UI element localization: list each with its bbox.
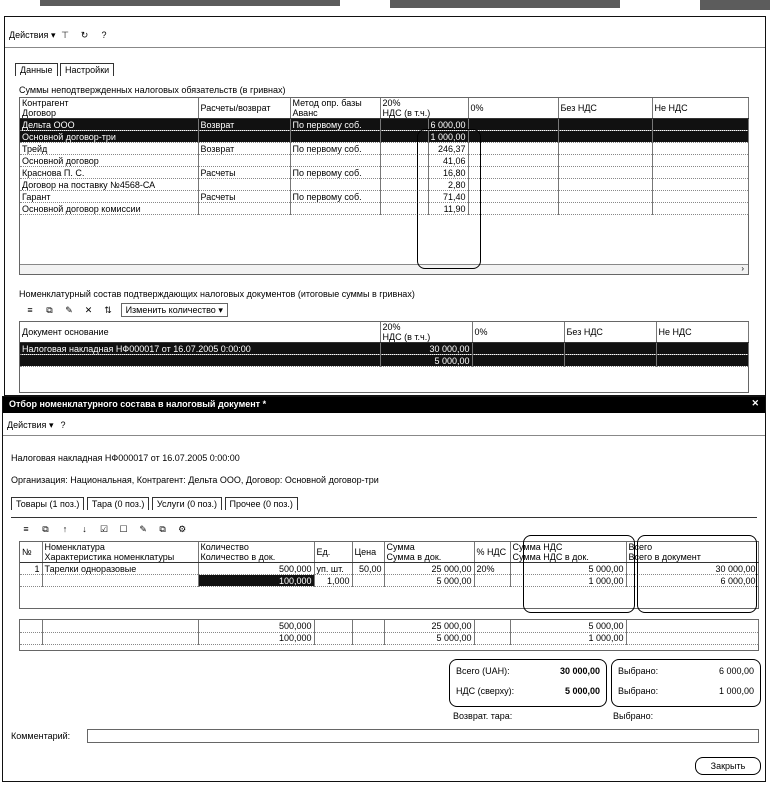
table-row[interactable]: Основной договор-три 1 000,00 bbox=[20, 131, 748, 143]
copy-icon[interactable]: ⧉ bbox=[46, 305, 53, 315]
col-20pct[interactable]: 20% НДС (в т.ч.) bbox=[380, 98, 468, 119]
scan-noise bbox=[40, 0, 340, 6]
col-qty[interactable]: Количество Количество в док. bbox=[198, 542, 314, 563]
tab-settings[interactable]: Настройки bbox=[60, 63, 114, 76]
settings-icon[interactable]: ⚙ bbox=[178, 524, 187, 534]
deselect-icon[interactable]: ☐ bbox=[119, 524, 128, 534]
table-row[interactable]: Гарант Расчеты По первому соб. 71,40 bbox=[20, 191, 748, 203]
tab-goods[interactable]: Товары (1 поз.) bbox=[11, 497, 84, 510]
col-settlement[interactable]: Расчеты/возврат bbox=[198, 98, 290, 119]
col-contractor[interactable]: Контрагент Договор bbox=[20, 98, 198, 119]
help-icon[interactable]: ? bbox=[60, 420, 66, 430]
toolbar bbox=[9, 29, 114, 41]
col-doc-notvat[interactable]: Не НДС bbox=[656, 322, 748, 343]
tab-services[interactable]: Услуги (0 поз.) bbox=[152, 497, 222, 510]
selected-label: Выбрано: bbox=[613, 711, 654, 721]
refresh-icon[interactable]: ↻ bbox=[80, 30, 89, 40]
col-rate[interactable]: % НДС bbox=[474, 542, 510, 563]
col-doc-20[interactable]: 20% НДС (в т.ч.) bbox=[380, 322, 472, 343]
doc-toolbar bbox=[23, 304, 228, 316]
select-all-icon[interactable]: ☑ bbox=[100, 524, 109, 534]
actions-menu[interactable]: Действия ▾ bbox=[9, 30, 56, 40]
change-qty-button[interactable]: Изменить количество ▾ bbox=[121, 303, 228, 317]
col-vat[interactable]: Сумма НДС Сумма НДС в док. bbox=[510, 542, 626, 563]
qty-doc-cell[interactable]: 100,000 bbox=[198, 575, 314, 587]
table-row[interactable]: 100,000 1,000 5 000,00 1 000,00 6 000,00 bbox=[20, 575, 758, 587]
dialog-titlebar bbox=[3, 397, 765, 413]
goods-toolbar bbox=[19, 523, 192, 535]
col-nomen[interactable]: Номенклатура Характеристика номенклатуры bbox=[42, 542, 198, 563]
col-price[interactable]: Цена bbox=[352, 542, 384, 563]
selected-box: Выбрано: 6 000,00 Выбрано: 1 000,00 bbox=[611, 659, 761, 707]
doc-name: Налоговая накладная НФ000017 от 16.07.2005 0:00:00 bbox=[11, 453, 240, 463]
sort-icon[interactable]: ⇅ bbox=[104, 305, 112, 315]
help-icon[interactable]: ? bbox=[101, 30, 107, 40]
down-icon[interactable]: ↓ bbox=[82, 524, 87, 534]
dialog-toolbar bbox=[7, 419, 73, 431]
col-total[interactable]: Всего Всего в документ bbox=[626, 542, 758, 563]
summary-box: Всего (UAH): 30 000,00 НДС (сверху): 5 000,00 bbox=[449, 659, 607, 707]
highlight-oval bbox=[523, 535, 635, 613]
scan-noise bbox=[390, 0, 620, 8]
col-novat[interactable]: Без НДС bbox=[558, 98, 652, 119]
highlight-oval bbox=[637, 535, 757, 613]
close-button[interactable]: Закрыть bbox=[695, 757, 761, 775]
tab-other[interactable]: Прочее (0 поз.) bbox=[225, 497, 298, 510]
section-title-liabilities: Суммы неподтвержденных налоговых обязательств (в гривнах) bbox=[19, 85, 286, 95]
doc-table bbox=[19, 321, 749, 393]
col-doc-0[interactable]: 0% bbox=[472, 322, 564, 343]
table-row[interactable]: Налоговая накладная НФ000017 от 16.07.2005 0:00:00 30 000,00 bbox=[20, 343, 748, 355]
dialog-tabs bbox=[11, 497, 298, 510]
horizontal-scrollbar[interactable] bbox=[20, 264, 748, 274]
table-row[interactable]: 5 000,00 bbox=[20, 355, 748, 367]
col-unit[interactable]: Ед. bbox=[314, 542, 352, 563]
tab-data[interactable]: Данные bbox=[15, 63, 58, 76]
highlight-oval bbox=[417, 129, 481, 269]
close-icon[interactable]: ✕ bbox=[751, 398, 759, 408]
filter-icon[interactable]: ⊤ bbox=[61, 30, 69, 40]
totals-row: 500,000 25 000,00 5 000,00 100,000 5 000,00 1 000,00 bbox=[19, 619, 759, 651]
fill-icon[interactable]: ✎ bbox=[139, 524, 147, 534]
col-doc[interactable]: Документ основание bbox=[20, 322, 380, 343]
table-row[interactable]: Трейд Возврат По первому соб. 246,37 bbox=[20, 143, 748, 155]
copy-doc-icon[interactable]: ⧉ bbox=[159, 524, 166, 534]
selection-dialog bbox=[2, 396, 766, 782]
table-row[interactable]: Основной договор 41,06 bbox=[20, 155, 748, 167]
col-sum[interactable]: Сумма Сумма в док. bbox=[384, 542, 474, 563]
liabilities-table bbox=[19, 97, 749, 275]
scan-noise bbox=[700, 0, 770, 10]
col-notvat[interactable]: Не НДС bbox=[652, 98, 748, 119]
add-icon[interactable]: ≡ bbox=[23, 524, 29, 534]
table-row[interactable]: Договор на поставку №4568-СА 2,80 bbox=[20, 179, 748, 191]
table-row[interactable]: Основной договор комиссии 11,90 bbox=[20, 203, 748, 215]
comment-input[interactable] bbox=[87, 729, 759, 743]
col-doc-novat[interactable]: Без НДС bbox=[564, 322, 656, 343]
main-tabs bbox=[15, 63, 114, 76]
col-0pct[interactable]: 0% bbox=[468, 98, 558, 119]
scroll-right-icon[interactable]: › bbox=[741, 264, 744, 273]
col-n[interactable]: № bbox=[20, 542, 42, 563]
section-title-nomenclature: Номенклатурный состав подтверждающих налоговых документов (итоговые суммы в гривнах) bbox=[19, 289, 415, 299]
edit-icon[interactable]: ✎ bbox=[65, 305, 73, 315]
copy-icon[interactable]: ⧉ bbox=[42, 524, 49, 534]
delete-icon[interactable]: ✕ bbox=[84, 305, 93, 315]
table-row[interactable]: Краснова П. С. Расчеты По первому соб. 16,80 bbox=[20, 167, 748, 179]
table-row[interactable]: Дельта ООО Возврат По первому соб. 6 000,00 bbox=[20, 119, 748, 131]
up-icon[interactable]: ↑ bbox=[62, 524, 68, 534]
dialog-title: Отбор номенклатурного состава в налоговый документ * bbox=[9, 399, 267, 409]
add-icon[interactable]: ≡ bbox=[27, 305, 33, 315]
tab-tare[interactable]: Тара (0 поз.) bbox=[87, 497, 150, 510]
dialog-actions-menu[interactable]: Действия ▾ bbox=[7, 420, 54, 430]
col-method[interactable]: Метод опр. базы Аванс bbox=[290, 98, 380, 119]
tare-label: Возврат. тара: bbox=[453, 711, 513, 721]
comment-label: Комментарий: bbox=[11, 731, 71, 741]
org-line: Организация: Национальная, Контрагент: Дельта ООО, Договор: Основной договор-три bbox=[11, 475, 379, 485]
table-row[interactable]: 1 Тарелки одноразовые 500,000 уп. шт. 50,00 25 000,00 20% 5 000,00 30 000,00 bbox=[20, 563, 758, 575]
main-window bbox=[4, 16, 766, 396]
